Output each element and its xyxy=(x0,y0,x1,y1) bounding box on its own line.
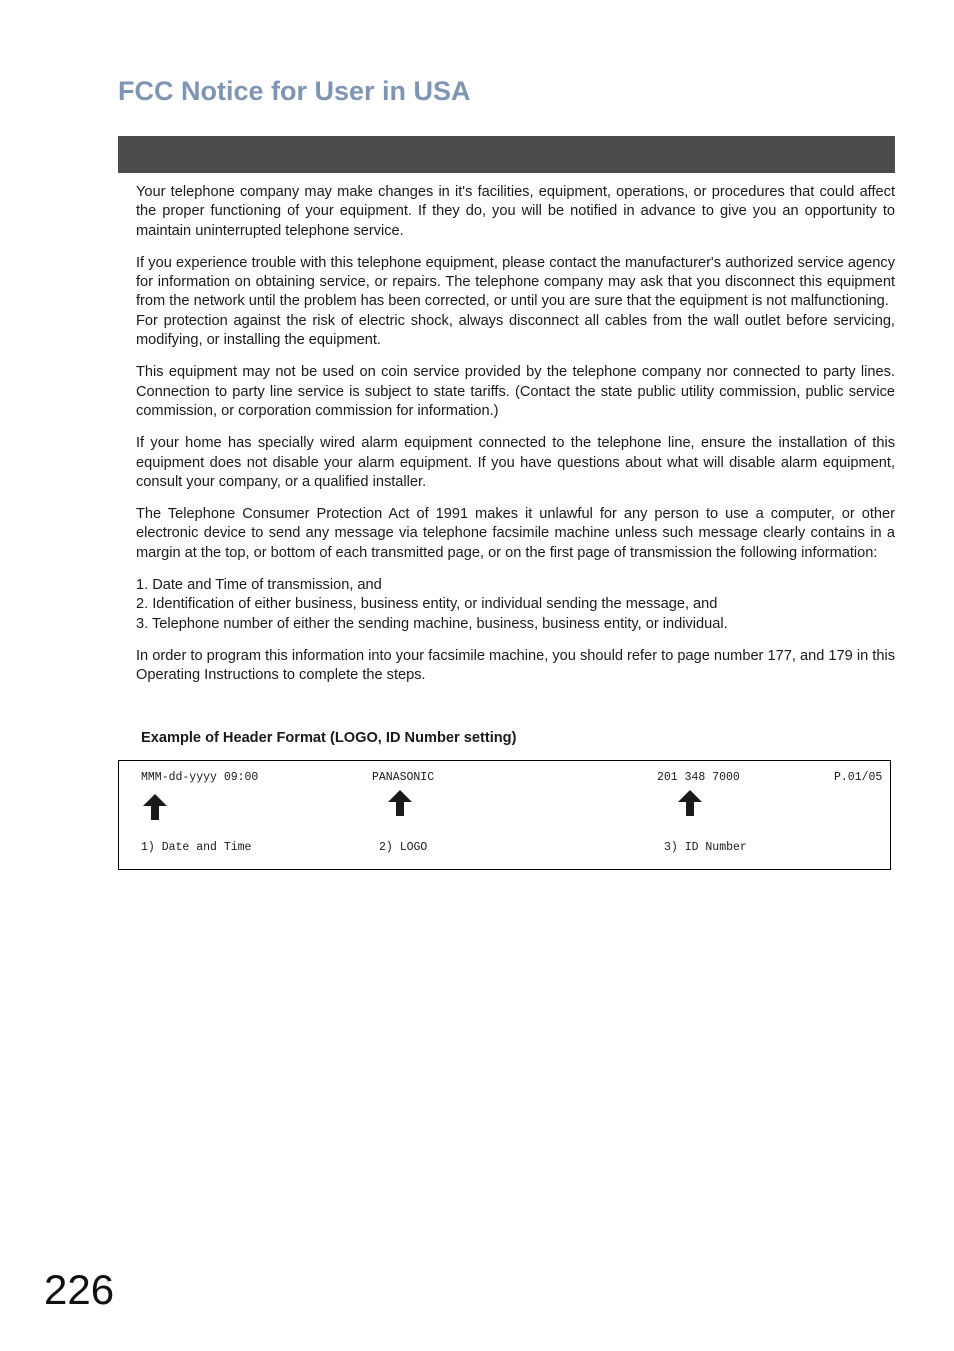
paragraph-coin-service: This equipment may not be used on coin service provided by the telephone company nor connected to party lines. Connection to party line service is subject to state tariffs. (Contact the state public utility commission, public service commission, or corporation commission for information.) xyxy=(136,364,895,419)
paragraph-trouble: If you experience trouble with this telephone equipment, please contact the manufacturer's authorized service agency for information on obtaining service, or repairs. The telephone company may ask that you disconnect this equipment from the network until the problem has been corrected, or until you are sure that the equipment is not malfunctioning. xyxy=(136,254,895,310)
list-item: 3. Telephone number of either the sending machine, business, business entity, or individual. xyxy=(136,615,728,632)
label-id-number: 3) ID Number xyxy=(664,841,747,854)
arrow-up-icon xyxy=(388,790,412,816)
header-id-number: 201 348 7000 xyxy=(657,771,740,784)
paragraph-program: In order to program this information into your facsimile machine, you should refer to page number 177, and 179 in this Operating Instructions to complete the steps. xyxy=(136,647,895,684)
arrow-up-icon xyxy=(678,790,702,816)
body-text xyxy=(136,183,895,699)
header-format-example xyxy=(118,760,891,870)
arrow-up-icon xyxy=(143,794,167,820)
page-title: FCC Notice for User in USA xyxy=(118,76,471,106)
paragraph-tcpa: The Telephone Consumer Protection Act of 1991 makes it unlawful for any person to use a computer, or other electronic device to send any message via telephone facsimile machine unless such message clearly contains in a margin at the top, or bottom of each transmitted page, or on the first page of transmission the following information: xyxy=(136,506,895,561)
example-heading: Example of Header Format (LOGO, ID Number setting) xyxy=(141,730,517,746)
label-logo: 2) LOGO xyxy=(379,841,428,854)
paragraph-notice-changes: Your telephone company may make changes in it's facilities, equipment, operations, or procedures that could affect the proper functioning of your equipment. If they do, you will be notified in advance to give you an opportunity to maintain uninterrupted telephone service. xyxy=(136,184,895,239)
header-logo: PANASONIC xyxy=(372,771,435,784)
list-item: 1. Date and Time of transmission, and xyxy=(136,577,382,594)
paragraph-shock: For protection against the risk of electric shock, always disconnect all cables from the wall outlet before servicing, modifying, or installing the equipment. xyxy=(136,312,895,349)
label-date-time: 1) Date and Time xyxy=(141,841,252,854)
list-item: 2. Identification of either business, business entity, or individual sending the message, and xyxy=(136,596,718,613)
paragraph-alarm: If your home has specially wired alarm equipment connected to the telephone line, ensure the installation of this equipment does not disable your alarm equipment. If you have questions about what will disable alarm equipment, consult your company, or a qualified installer. xyxy=(136,435,895,490)
header-date: MMM-dd-yyyy 09:00 xyxy=(141,771,259,784)
page-number: 226 xyxy=(44,1266,115,1313)
header-page: P.01/05 xyxy=(834,771,883,784)
required-info-list xyxy=(136,576,895,634)
section-header-bar xyxy=(118,136,895,173)
